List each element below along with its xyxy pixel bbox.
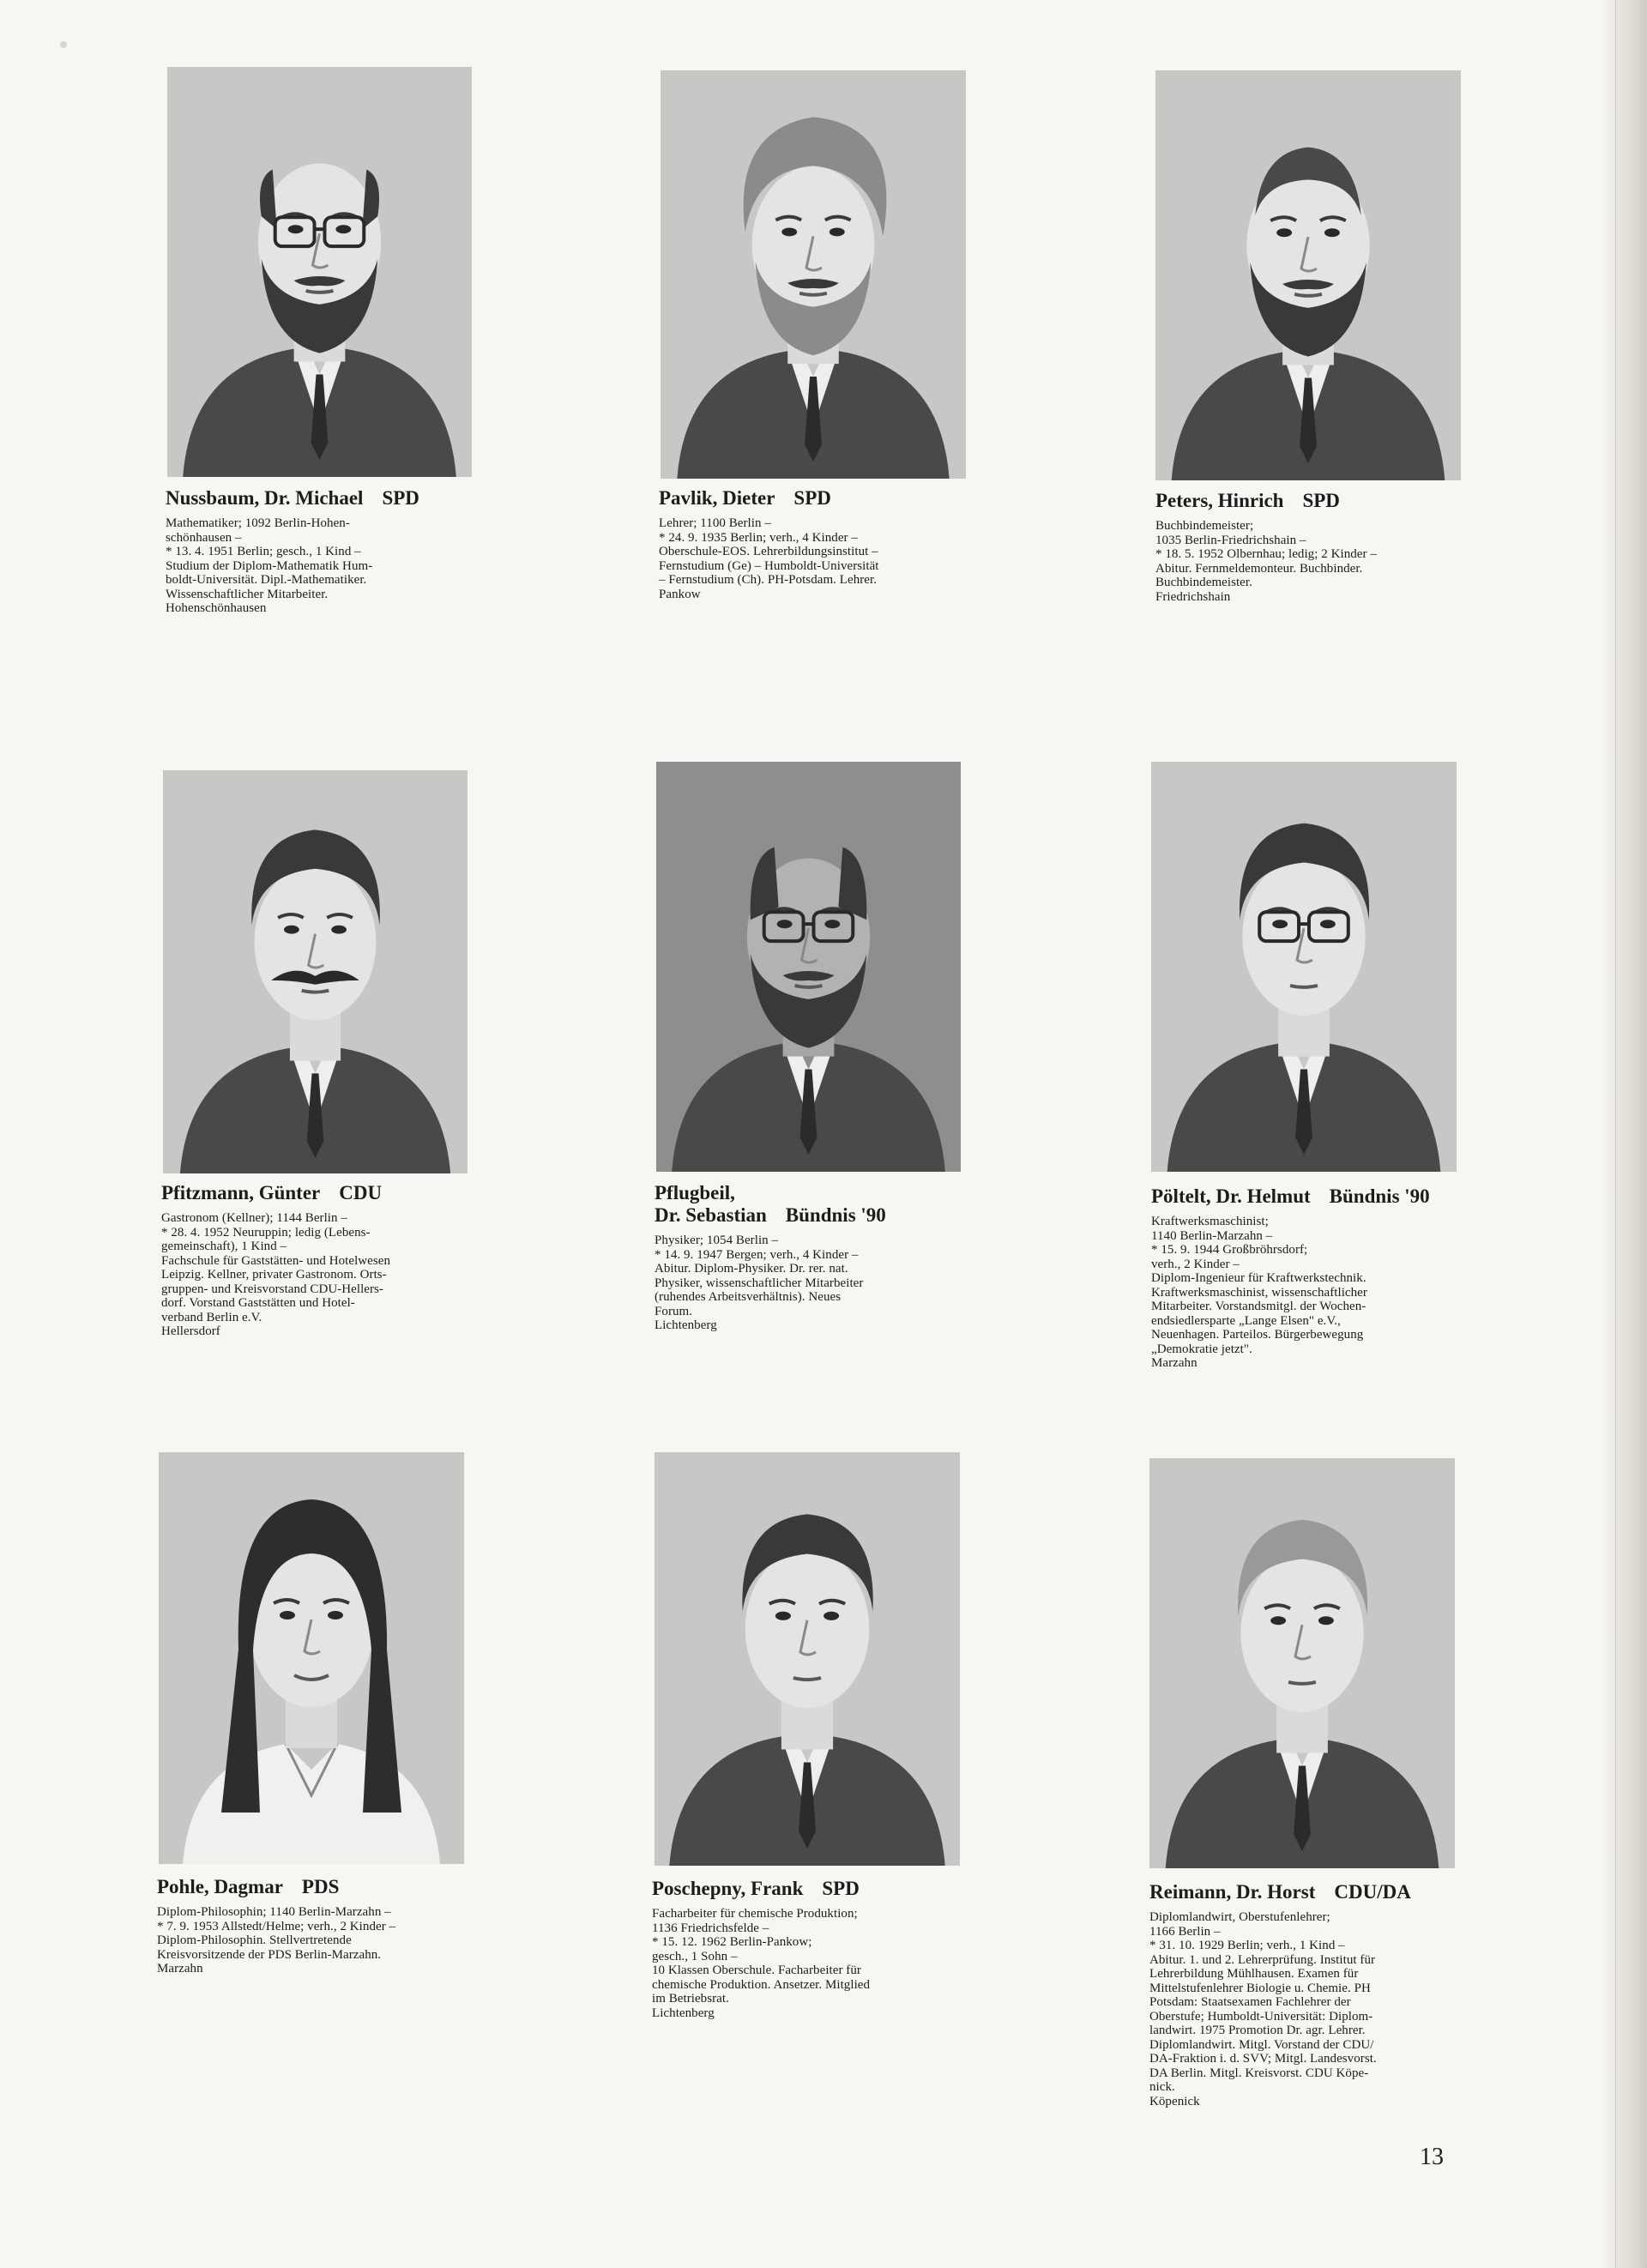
person-name: Nussbaum, Dr. Michael (166, 487, 364, 509)
bio-line: Hellersdorf (161, 1324, 220, 1338)
biography (1149, 1910, 1475, 2108)
bio-line: Lichtenberg (652, 2006, 715, 2020)
bio-line: * 31. 10. 1929 Berlin; verh., 1 Kind – (1149, 1939, 1345, 1952)
party-label: Bündnis '90 (785, 1204, 886, 1226)
bio-line: DA Berlin. Mitgl. Kreisvorst. CDU Köpe- (1149, 2066, 1369, 2080)
bio-line: Abitur. Fernmeldemonteur. Buchbinder. (1155, 561, 1363, 576)
party-label: SPD (382, 487, 419, 509)
bio-line: Fachschule für Gaststätten- und Hotelwesen (161, 1253, 391, 1268)
bio-line: Diplomlandwirt, Oberstufenlehrer; (1149, 1910, 1330, 1924)
bio-line: 1136 Friedrichsfelde – (652, 1921, 769, 1935)
bio-line: Köpenick (1149, 2094, 1200, 2108)
bio-line: Mittelstufenlehrer Biologie u. Chemie. PH (1149, 1981, 1371, 1995)
bio-line: Physiker, wissenschaftlicher Mitarbeiter (655, 1276, 864, 1290)
party-label: SPD (1302, 490, 1340, 511)
portrait-photo (1155, 70, 1461, 480)
bio-line: Abitur. Diplom-Physiker. Dr. rer. nat. (655, 1262, 848, 1276)
portrait-photo (1149, 1458, 1455, 1868)
bio-line: im Betriebsrat. (652, 1992, 729, 2006)
biography (659, 516, 985, 601)
person-name-line (1155, 490, 1481, 512)
portrait-photo (655, 1452, 960, 1866)
bio-line: verh., 2 Kinder – (1151, 1257, 1240, 1271)
bio-line: – Fernstudium (Ch). PH-Potsdam. Lehrer. (659, 573, 878, 587)
person-name-line (659, 487, 985, 510)
party-label: SPD (793, 487, 831, 509)
bio-line: 1166 Berlin – (1149, 1924, 1221, 1939)
biography (1151, 1215, 1477, 1371)
person-caption (659, 487, 985, 601)
portrait-photo (167, 67, 472, 477)
person-name-line (655, 1204, 980, 1227)
bio-line: Lehrer; 1100 Berlin – (659, 516, 771, 530)
bio-line: Kreisvorsitzende der PDS Berlin-Marzahn. (157, 1947, 382, 1962)
person-name: Pfitzmann, Günter (161, 1182, 321, 1203)
bio-line: Marzahn (1151, 1356, 1198, 1370)
bio-line: Marzahn (157, 1962, 203, 1975)
bio-line: gemeinschaft), 1 Kind – (161, 1240, 287, 1253)
person-name: Pohle, Dagmar (157, 1876, 283, 1897)
person-caption (1149, 1881, 1475, 2108)
bio-line: Oberschule-EOS. Lehrerbildungsinstitut – (659, 545, 878, 558)
bio-line: Abitur. 1. und 2. Lehrerprüfung. Institut für (1149, 1952, 1376, 1967)
bio-line: Neuenhagen. Parteilos. Bürgerbewegung (1151, 1328, 1364, 1342)
person-name: Reimann, Dr. Horst (1149, 1881, 1316, 1903)
bio-line: Mitarbeiter. Vorstandsmitgl. der Wochen- (1151, 1300, 1366, 1313)
bio-line: Kraftwerksmaschinist, wissenschaftlicher (1151, 1285, 1367, 1300)
bio-line: Mathematiker; 1092 Berlin-Hohen- (166, 516, 350, 530)
bio-line: Diplomlandwirt. Mitgl. Vorstand der CDU/ (1149, 2037, 1374, 2052)
bio-line: * 14. 9. 1947 Bergen; verh., 4 Kinder – (655, 1247, 859, 1262)
bio-line: Diplom-Philosophin. Stellvertretende (157, 1933, 352, 1947)
person-name: Peters, Hinrich (1155, 490, 1284, 511)
bio-line: Lehrerbildung Mühlhausen. Examen für (1149, 1967, 1359, 1981)
person-caption (1155, 490, 1481, 604)
portrait-photo (1151, 762, 1457, 1172)
party-label: CDU (339, 1182, 383, 1203)
bio-line: Hohenschönhausen (166, 601, 267, 615)
bio-line: Potsdam: Staatsexamen Fachlehrer der (1149, 1995, 1351, 2009)
bio-line: DA-Fraktion i. d. SVV; Mitgl. Landesvorst. (1149, 2052, 1377, 2066)
person-name: Poschepny, Frank (652, 1878, 804, 1899)
person-name-line (1151, 1185, 1477, 1208)
bio-line: Fernstudium (Ge) – Humboldt-Universität (659, 558, 879, 573)
portrait-photo (656, 762, 961, 1172)
bio-line: Oberstufe; Humboldt-Universität: Diplom- (1149, 2009, 1373, 2024)
party-label: Bündnis '90 (1329, 1185, 1430, 1207)
person-name-line (1149, 1881, 1475, 1903)
bio-line: gesch., 1 Sohn – (652, 1949, 738, 1963)
bio-line: 1035 Berlin-Friedrichshain – (1155, 533, 1306, 547)
person-name: Pavlik, Dieter (659, 487, 775, 509)
bio-line: Studium der Diplom-Mathematik Hum- (166, 558, 373, 573)
bio-line: endsiedlersparte „Lange Elsen" e.V., (1151, 1313, 1341, 1328)
page-edge-shadow (1601, 0, 1616, 2268)
person-name-continued: Dr. Sebastian (655, 1204, 767, 1226)
biography (652, 1907, 978, 2020)
party-label: CDU/DA (1334, 1881, 1411, 1903)
bio-line: Gastronom (Kellner); 1144 Berlin – (161, 1211, 347, 1225)
bio-line: „Demokratie jetzt". (1151, 1342, 1252, 1356)
bio-line: Forum. (655, 1304, 693, 1318)
portrait-photo (661, 70, 966, 479)
bio-line: nick. (1149, 2080, 1175, 2094)
bio-line: Buchbindemeister. (1155, 576, 1252, 589)
person-name-line (655, 1182, 980, 1204)
bio-line: * 28. 4. 1952 Neuruppin; ledig (Lebens- (161, 1225, 371, 1240)
bio-line: dorf. Vorstand Gaststätten und Hotel- (161, 1296, 355, 1310)
biography (157, 1905, 483, 1976)
paper-speck (60, 41, 67, 48)
bio-line: landwirt. 1975 Promotion Dr. agr. Lehrer. (1149, 2024, 1366, 2037)
bio-line: * 13. 4. 1951 Berlin; gesch., 1 Kind – (166, 545, 361, 558)
bio-line: gruppen- und Kreisvorstand CDU-Hellers- (161, 1282, 383, 1296)
bio-line: Wissenschaftlicher Mitarbeiter. (166, 587, 329, 601)
person-name-line (157, 1876, 483, 1898)
person-caption (652, 1878, 978, 2020)
bio-line: verband Berlin e.V. (161, 1310, 262, 1324)
party-label: SPD (822, 1878, 860, 1899)
bio-line: Kraftwerksmaschinist; (1151, 1215, 1269, 1228)
bio-line: (ruhendes Arbeitsverhältnis). Neues (655, 1290, 842, 1304)
person-caption (161, 1182, 487, 1339)
bio-line: 10 Klassen Oberschule. Facharbeiter für (652, 1963, 861, 1977)
bio-line: chemische Produktion. Ansetzer. Mitglied (652, 1977, 871, 1992)
bio-line: Pankow (659, 587, 701, 601)
bio-line: Lichtenberg (655, 1318, 717, 1332)
bio-line: schönhausen – (166, 530, 242, 545)
bio-line: boldt-Universität. Dipl.-Mathematiker. (166, 573, 367, 587)
bio-line: Leipzig. Kellner, privater Gastronom. Orts- (161, 1268, 387, 1282)
biography (655, 1234, 980, 1333)
party-label: PDS (301, 1876, 340, 1897)
person-name: Pöltelt, Dr. Helmut (1151, 1185, 1311, 1207)
bio-line: * 7. 9. 1953 Allstedt/Helme; verh., 2 Kinder – (157, 1919, 396, 1933)
person-name-line (652, 1878, 978, 1900)
portrait-photo (159, 1452, 464, 1864)
bio-line: Facharbeiter für chemische Produktion; (652, 1907, 858, 1921)
biography (166, 516, 492, 616)
bio-line: Friedrichshain (1155, 589, 1231, 604)
portrait-photo (163, 770, 468, 1173)
person-caption (655, 1182, 980, 1333)
bio-line: * 15. 12. 1962 Berlin-Pankow; (652, 1935, 812, 1949)
person-caption (157, 1876, 483, 1976)
biography (1155, 519, 1481, 604)
bio-line: Diplom-Ingenieur für Kraftwerkstechnik. (1151, 1271, 1366, 1285)
bio-line: Diplom-Philosophin; 1140 Berlin-Marzahn – (157, 1905, 391, 1919)
page-edge (1615, 0, 1647, 2268)
person-name: Pflugbeil, (655, 1182, 735, 1203)
page-number: 13 (1420, 2144, 1444, 2170)
bio-line: Physiker; 1054 Berlin – (655, 1234, 779, 1247)
bio-line: * 15. 9. 1944 Großbröhrsdorf; (1151, 1243, 1308, 1257)
person-caption (1151, 1185, 1477, 1371)
biography (161, 1211, 487, 1339)
person-name-line (166, 487, 492, 510)
bio-line: * 24. 9. 1935 Berlin; verh., 4 Kinder – (659, 530, 858, 545)
bio-line: * 18. 5. 1952 Olbernhau; ledig; 2 Kinder – (1155, 547, 1377, 561)
person-caption (166, 487, 492, 616)
bio-line: Buchbindemeister; (1155, 519, 1254, 533)
person-name-line (161, 1182, 487, 1204)
bio-line: 1140 Berlin-Marzahn – (1151, 1228, 1273, 1243)
